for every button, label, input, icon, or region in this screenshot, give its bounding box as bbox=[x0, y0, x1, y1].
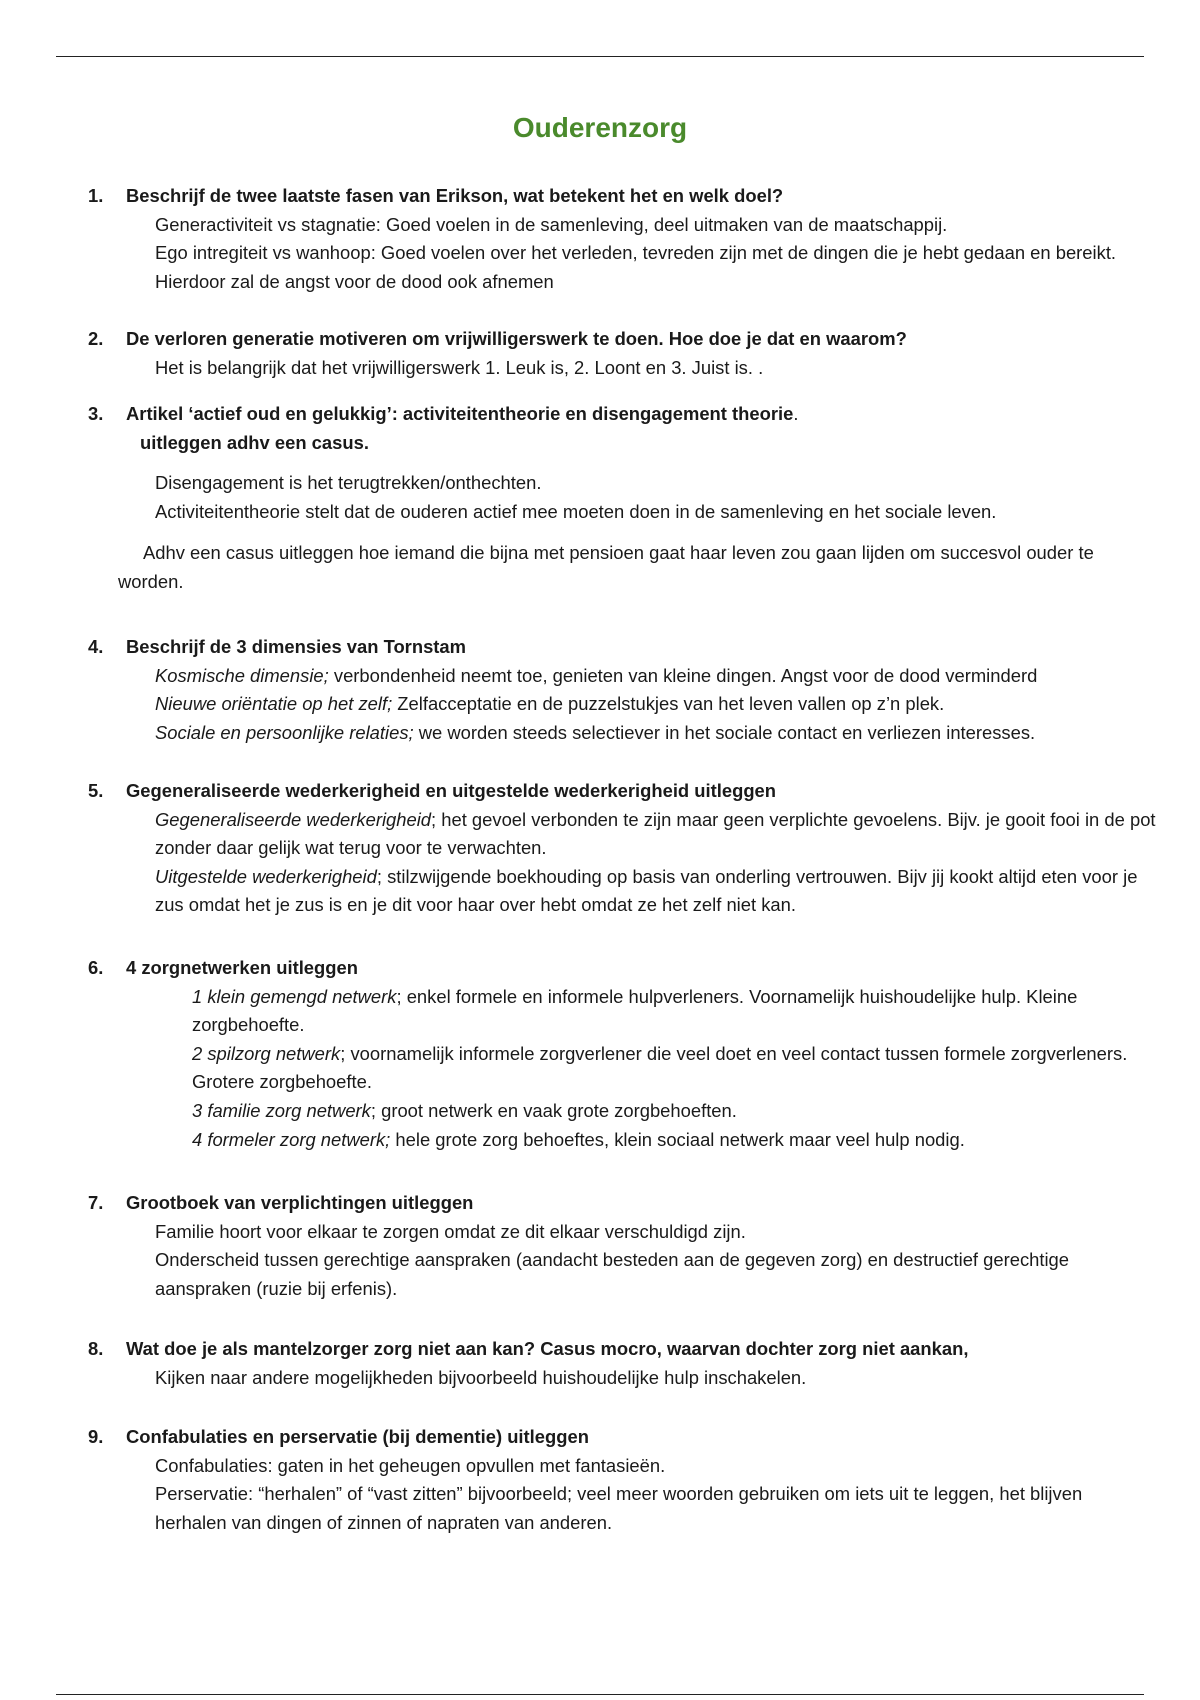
question-heading bbox=[88, 954, 1156, 983]
question-heading bbox=[88, 1335, 1156, 1364]
case-note-text: Adhv een casus uitleggen hoe iemand die bijna met pensioen gaat haar leven zou gaan lijden om succesvol ouder te worden. bbox=[118, 542, 1094, 592]
question-text: De verloren generatie motiveren om vrijwilligerswerk te doen. Hoe doe je dat en waarom? bbox=[126, 328, 907, 349]
answer-line: Confabulaties: gaten in het geheugen opvullen met fantasieën. bbox=[155, 1454, 666, 1476]
dimension-term: Sociale en persoonlijke relaties; bbox=[155, 721, 414, 743]
question-5 bbox=[88, 777, 1156, 920]
answer-line: Generactiviteit vs stagnatie: Goed voelen in de samenleving, deel uitmaken van de maatschappij. bbox=[155, 213, 948, 235]
reciprocity-text: ; stilzwijgende boekhouding op basis van onderling vertrouwen. Bijv jij kookt altijd eten voor je zus omdat het je zus is en je dit voor haar over hebt omdat ze het zelf niet kan. bbox=[155, 865, 1138, 916]
question-9 bbox=[88, 1423, 1156, 1537]
question-number: 9. bbox=[88, 1426, 104, 1447]
answer bbox=[88, 1218, 1156, 1304]
question-heading bbox=[88, 1189, 1156, 1218]
dimension-text: we worden steeds selectiever in het sociale contact en verliezen interesses. bbox=[413, 721, 1036, 743]
network-term: 2 spilzorg netwerk bbox=[192, 1042, 341, 1064]
answer-line: Disengagement is het terugtrekken/onthechten. bbox=[155, 472, 542, 494]
question-number: 4. bbox=[88, 636, 104, 657]
bottom-rule bbox=[56, 1694, 1144, 1695]
question-text: Artikel ‘actief oud en gelukkig’: activiteitentheorie en disengagement theorie bbox=[126, 403, 794, 424]
question-2 bbox=[88, 325, 1156, 382]
question-text: 4 zorgnetwerken uitleggen bbox=[126, 957, 358, 978]
answer bbox=[88, 806, 1156, 920]
question-heading bbox=[88, 182, 1156, 211]
dimension-term: Kosmische dimensie; bbox=[155, 664, 329, 686]
answer bbox=[88, 1364, 1156, 1393]
question-number: 1. bbox=[88, 185, 104, 206]
network-item bbox=[192, 983, 1156, 1040]
question-heading bbox=[88, 1423, 1156, 1452]
question-number: 5. bbox=[88, 780, 104, 801]
question-text: Beschrijf de 3 dimensies van Tornstam bbox=[126, 636, 467, 657]
network-item bbox=[192, 1040, 1156, 1097]
top-rule bbox=[56, 56, 1144, 57]
question-8 bbox=[88, 1335, 1156, 1392]
dimension-text: verbondenheid neemt toe, genieten van kleine dingen. Angst voor de dood verminderd bbox=[328, 664, 1038, 686]
network-term: 3 familie zorg netwerk bbox=[192, 1099, 371, 1121]
reciprocity-item bbox=[155, 863, 1156, 920]
question-text: Beschrijf de twee laatste fasen van Erikson, wat betekent het en welk doel? bbox=[126, 185, 784, 206]
reciprocity-term: Uitgestelde wederkerigheid bbox=[155, 865, 377, 887]
dimension-item bbox=[155, 690, 1156, 719]
question-heading bbox=[88, 777, 1156, 806]
question-text: Wat doe je als mantelzorger zorg niet aan kan? Casus mocro, waarvan dochter zorg niet aankan, bbox=[126, 1338, 969, 1359]
network-term: 1 klein gemengd netwerk bbox=[192, 985, 397, 1007]
network-item bbox=[192, 1097, 1156, 1126]
network-text: ; groot netwerk en vaak grote zorgbehoeften. bbox=[370, 1099, 737, 1121]
answer-line: Ego intregiteit vs wanhoop: Goed voelen over het verleden, tevreden zijn met de dingen die je hebt gedaan en bereikt. Hierdoor zal de angst voor de dood ook afnemen bbox=[155, 242, 1117, 292]
network-term: 4 formeler zorg netwerk; bbox=[192, 1128, 391, 1150]
question-number: 7. bbox=[88, 1192, 104, 1213]
question-period: . bbox=[793, 403, 799, 424]
question-number: 6. bbox=[88, 957, 104, 978]
answer-line: Activiteitentheorie stelt dat de ouderen actief mee moeten doen in de samenleving en het sociale leven. bbox=[155, 500, 997, 522]
answer-line: Onderscheid tussen gerechtige aanspraken (aandacht besteden aan de gegeven zorg) en destructief gerechtige aanspraken (ruzie bij erfenis). bbox=[155, 1249, 1070, 1299]
reciprocity-term: Gegeneraliseerde wederkerigheid bbox=[155, 808, 432, 830]
dimension-item bbox=[155, 662, 1156, 691]
question-heading bbox=[88, 325, 1156, 354]
question-text: Confabulaties en perservatie (bij dementie) uitleggen bbox=[126, 1426, 589, 1447]
dimension-text: Zelfacceptatie en de puzzelstukjes van het leven vallen op z’n plek. bbox=[392, 693, 945, 715]
question-text: Gegeneraliseerde wederkerigheid en uitgestelde wederkerigheid uitleggen bbox=[126, 780, 777, 801]
network-item bbox=[192, 1126, 1156, 1155]
question-heading bbox=[88, 633, 1156, 662]
reciprocity-text: ; het gevoel verbonden te zijn maar geen verplichte gevoelens. Bijv. je gooit fooi in de pot zonder daar gelijk wat terug voor te verwachten. bbox=[155, 808, 1156, 859]
question-number: 2. bbox=[88, 328, 104, 349]
answer bbox=[88, 211, 1156, 297]
answer bbox=[88, 983, 1156, 1155]
question-7 bbox=[88, 1189, 1156, 1303]
question-4 bbox=[88, 633, 1156, 747]
question-number: 3. bbox=[88, 403, 104, 424]
page-title: Ouderenzorg bbox=[512, 112, 688, 143]
answer bbox=[88, 469, 1156, 526]
network-text: ; enkel formele en informele hulpverleners. Voornamelijk huishoudelijke hulp. Kleine zorgbehoefte. bbox=[192, 985, 1078, 1036]
network-text: ; voornamelijk informele zorgverlener die veel doet en veel contact tussen formele zorgverleners. Grotere zorgbehoefte. bbox=[192, 1042, 1128, 1093]
answer bbox=[88, 354, 1156, 383]
answer bbox=[88, 662, 1156, 748]
question-text: Grootboek van verplichtingen uitleggen bbox=[126, 1192, 474, 1213]
question-3 bbox=[88, 400, 1156, 597]
question-6 bbox=[88, 954, 1156, 1154]
answer-line: Perservatie: “herhalen” of “vast zitten” bijvoorbeeld; veel meer woorden gebruiken om iets uit te leggen, het blijven herhalen van dingen of zinnen of napraten van anderen. bbox=[155, 1483, 1083, 1533]
case-note bbox=[88, 539, 1156, 596]
question-text-continued: uitleggen adhv een casus. bbox=[140, 431, 369, 453]
question-1 bbox=[88, 182, 1156, 296]
answer-line: Kijken naar andere mogelijkheden bijvoorbeeld huishoudelijke hulp inschakelen. bbox=[155, 1366, 807, 1388]
answer-line: Familie hoort voor elkaar te zorgen omdat ze dit elkaar verschuldigd zijn. bbox=[155, 1220, 746, 1242]
question-heading bbox=[88, 400, 1156, 457]
answer bbox=[88, 1452, 1156, 1538]
dimension-term: Nieuwe oriëntatie op het zelf; bbox=[155, 693, 393, 715]
dimension-item bbox=[155, 719, 1156, 748]
network-text: hele grote zorg behoeftes, klein sociaal netwerk maar veel hulp nodig. bbox=[390, 1128, 965, 1150]
answer-line: Het is belangrijk dat het vrijwilligerswerk 1. Leuk is, 2. Loont en 3. Juist is. . bbox=[155, 356, 764, 378]
reciprocity-item bbox=[155, 806, 1156, 863]
question-number: 8. bbox=[88, 1338, 104, 1359]
